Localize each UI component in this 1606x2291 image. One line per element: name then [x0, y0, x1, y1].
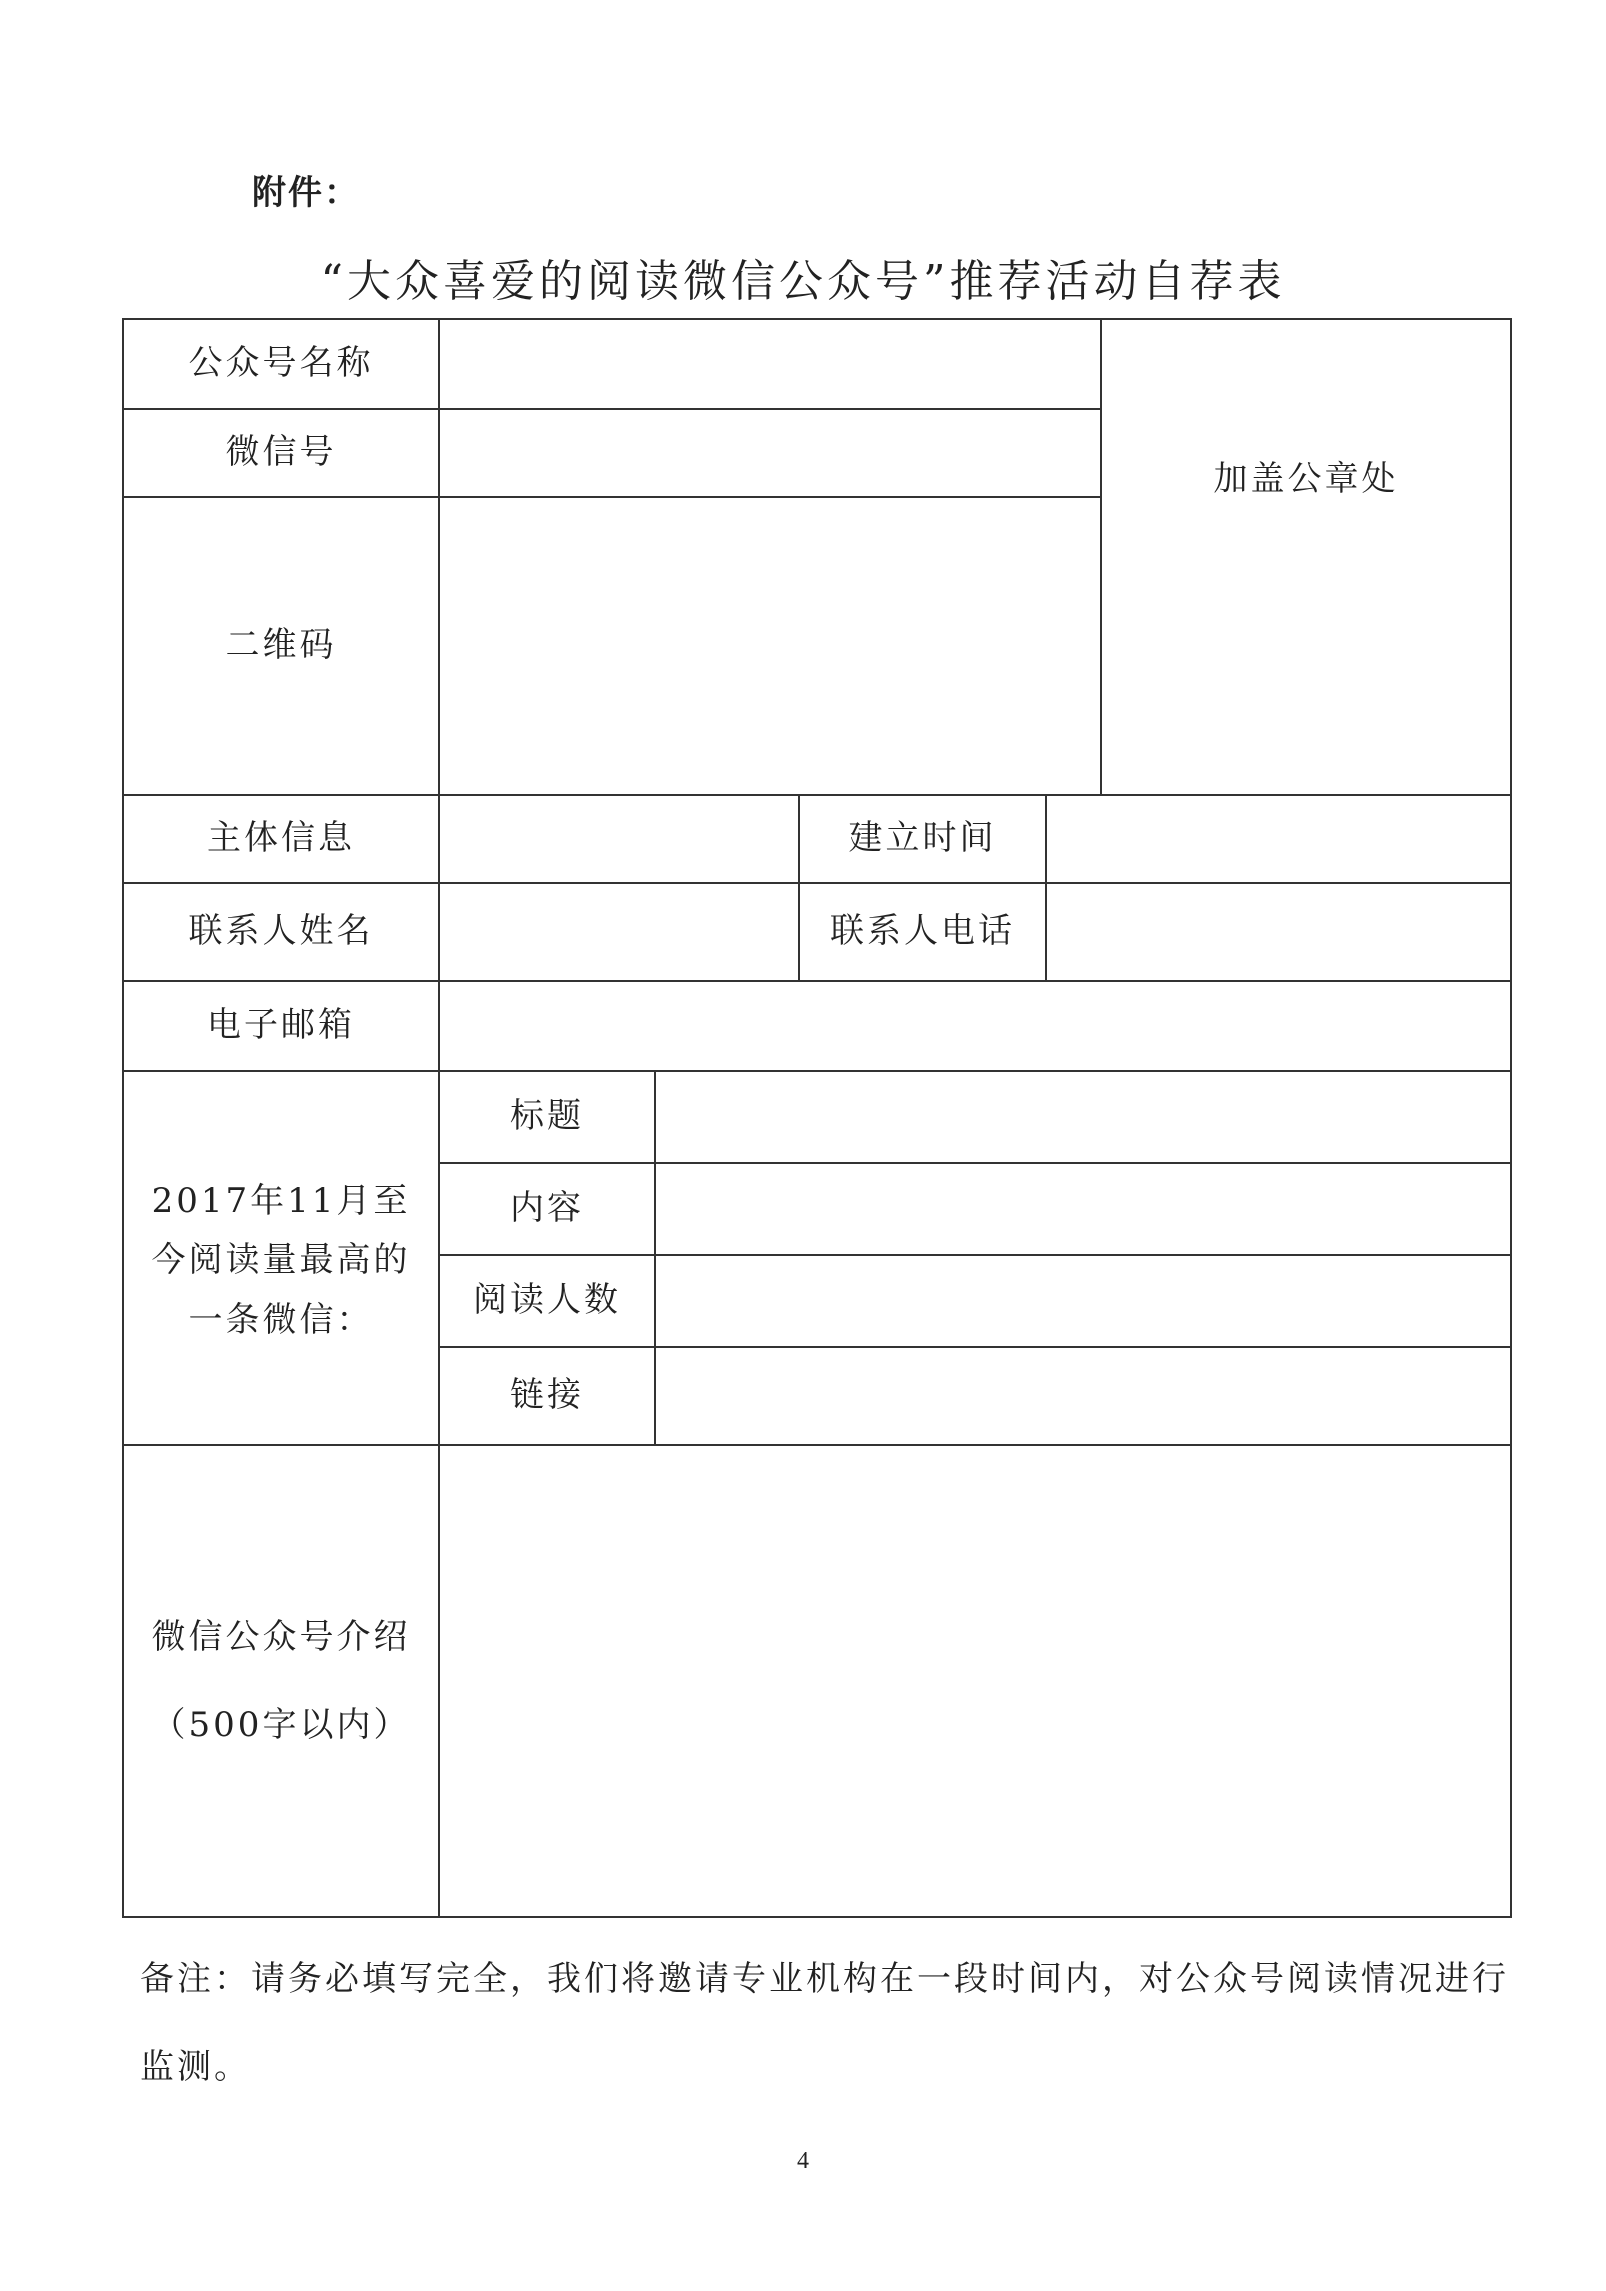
seal-area[interactable]	[1102, 320, 1510, 794]
account-name-label: 公众号名称	[188, 343, 374, 384]
intro-label-group	[124, 1446, 438, 1916]
article-link-field[interactable]	[656, 1348, 1510, 1444]
entity-info-field[interactable]	[440, 796, 798, 882]
contact-phone-field[interactable]	[1047, 884, 1510, 980]
founded-time-label: 建立时间	[848, 818, 997, 859]
article-link-label: 链接	[510, 1375, 584, 1416]
article-readers-field[interactable]	[656, 1256, 1510, 1346]
seal-label: 加盖公章处	[1213, 459, 1399, 500]
page-number: 4	[797, 2148, 809, 2174]
founded-time-field[interactable]	[1047, 796, 1510, 882]
qr-code-label: 二维码	[225, 625, 337, 666]
account-name-field[interactable]	[440, 320, 1100, 408]
wechat-id-field[interactable]	[440, 410, 1100, 496]
article-title-field[interactable]	[656, 1072, 1510, 1162]
article-readers-label: 阅读人数	[473, 1280, 621, 1321]
entity-info-label: 主体信息	[207, 818, 355, 859]
intro-limit-label: （500字以内）	[151, 1705, 411, 1745]
article-content-field[interactable]	[656, 1164, 1510, 1254]
top-article-label: 2017年11月至今阅读量最高的一条微信：	[151, 1180, 411, 1340]
contact-phone-label: 联系人电话	[830, 911, 1015, 952]
footer-note: 备注：请务必填写完全，我们将邀请专业机构在一段时间内，对公众号阅读情况进行监测。	[140, 1959, 1509, 2087]
intro-label: 微信公众号介绍	[151, 1617, 411, 1657]
self-recommendation-form	[122, 318, 1512, 1918]
contact-name-label: 联系人姓名	[188, 911, 374, 952]
email-label: 电子邮箱	[207, 1005, 355, 1046]
email-field[interactable]	[440, 982, 1510, 1070]
article-title-label: 标题	[510, 1096, 584, 1137]
qr-code-field[interactable]	[440, 498, 1100, 794]
article-content-label: 内容	[510, 1188, 584, 1229]
form-title: “大众喜爱的阅读微信公众号”推荐活动自荐表	[320, 256, 1286, 307]
contact-name-field[interactable]	[440, 884, 798, 980]
intro-field[interactable]	[440, 1446, 1510, 1916]
attachment-label: 附件：	[252, 173, 360, 213]
wechat-id-label: 微信号	[225, 432, 337, 473]
